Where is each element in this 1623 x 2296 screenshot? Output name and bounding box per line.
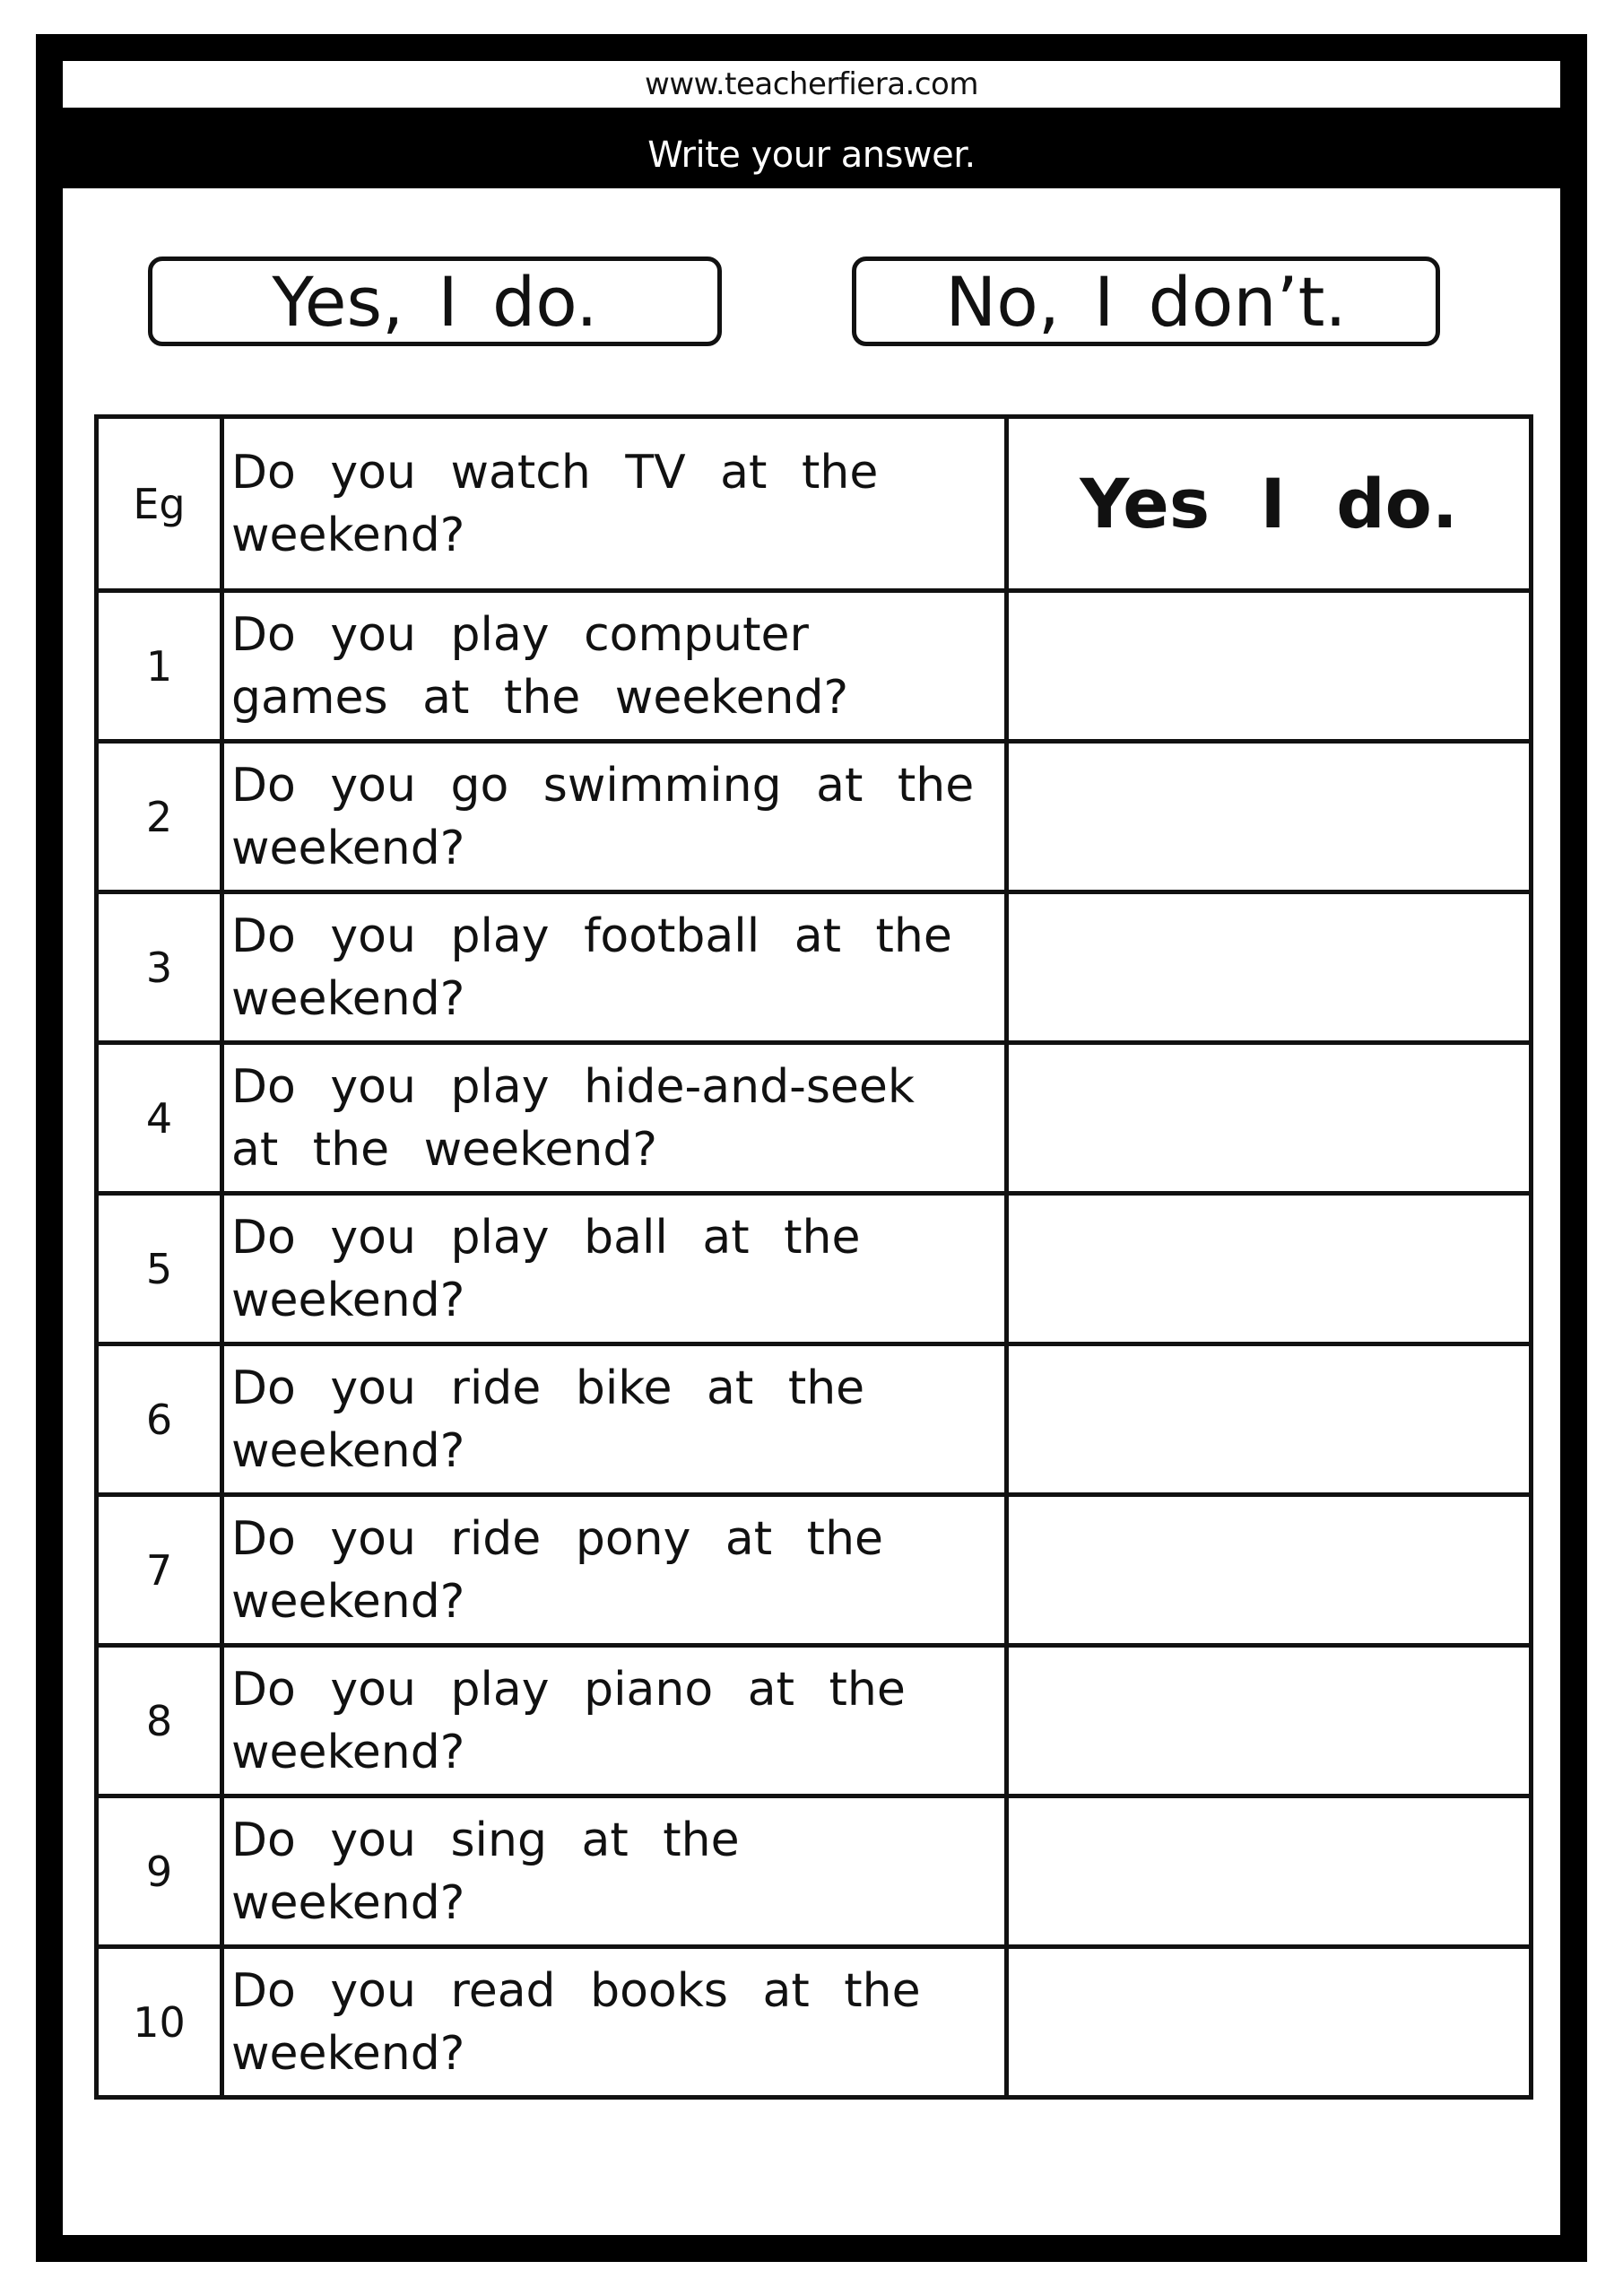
row-number: 10 (97, 1947, 222, 2098)
table-row-example (97, 417, 1532, 591)
table-row (97, 1495, 1532, 1646)
answer-option-no: No, I don’t. (852, 257, 1440, 346)
worksheet-frame (36, 34, 1587, 2262)
answer-cell[interactable] (1007, 1043, 1532, 1194)
row-number: 4 (97, 1043, 222, 1194)
answer-cell[interactable] (1007, 591, 1532, 742)
instruction-banner: Write your answer. (647, 135, 976, 176)
table-row (97, 1646, 1532, 1796)
table-row (97, 1194, 1532, 1344)
question-table (94, 414, 1533, 2100)
question-text: Do you play hide-and-seek at the weekend? (222, 1043, 1007, 1194)
question-text: Do you go swimming at the weekend? (222, 742, 1007, 892)
row-number: 8 (97, 1646, 222, 1796)
row-number: 5 (97, 1194, 222, 1344)
answer-option-yes: Yes, I do. (148, 257, 722, 346)
question-text: Do you read books at the weekend? (222, 1947, 1007, 2098)
question-text: Do you play computer games at the weekend? (222, 591, 1007, 742)
question-text: Do you ride pony at the weekend? (222, 1495, 1007, 1646)
question-text: Do you sing at the weekend? (222, 1796, 1007, 1947)
website-url: www.teacherfiera.com (63, 61, 1560, 108)
row-number: 3 (97, 892, 222, 1043)
row-number: Eg (97, 417, 222, 591)
answer-cell[interactable] (1007, 1194, 1532, 1344)
row-number: 2 (97, 742, 222, 892)
answer-cell[interactable] (1007, 1495, 1532, 1646)
question-text: Do you play football at the weekend? (222, 892, 1007, 1043)
worksheet-body (63, 188, 1560, 2235)
table-row (97, 892, 1532, 1043)
table-row (97, 1043, 1532, 1194)
table-row (97, 1947, 1532, 2098)
answer-cell[interactable] (1007, 1796, 1532, 1947)
table-row (97, 591, 1532, 742)
answer-cell[interactable] (1007, 742, 1532, 892)
question-text: Do you watch TV at the weekend? (222, 417, 1007, 591)
table-row (97, 742, 1532, 892)
answer-cell[interactable] (1007, 1947, 1532, 2098)
question-text: Do you ride bike at the weekend? (222, 1344, 1007, 1495)
row-number: 1 (97, 591, 222, 742)
row-number: 9 (97, 1796, 222, 1947)
row-number: 6 (97, 1344, 222, 1495)
answer-cell[interactable] (1007, 892, 1532, 1043)
answer-cell[interactable] (1007, 1646, 1532, 1796)
question-text: Do you play piano at the weekend? (222, 1646, 1007, 1796)
answer-cell[interactable] (1007, 1344, 1532, 1495)
question-text: Do you play ball at the weekend? (222, 1194, 1007, 1344)
table-row (97, 1344, 1532, 1495)
row-number: 7 (97, 1495, 222, 1646)
table-row (97, 1796, 1532, 1947)
answer-cell[interactable]: Yes I do. (1007, 417, 1532, 591)
